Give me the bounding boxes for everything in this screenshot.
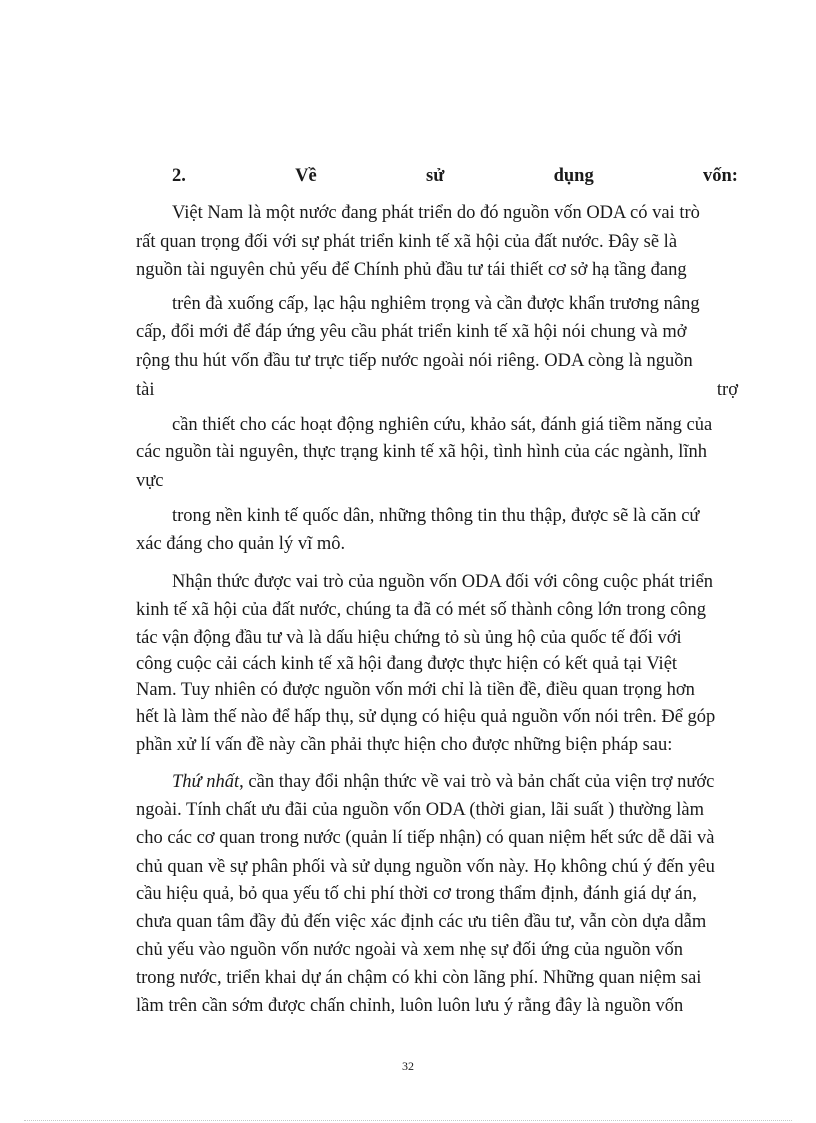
- text-line: cần thiết cho các hoạt động nghiên cứu, khảo sát, đánh giá tiềm năng của: [172, 415, 713, 435]
- heading-word: vốn:: [703, 166, 738, 186]
- text-line: [136, 378, 738, 402]
- text-line: rất quan trọng đối với sự phát triển kinh tế xã hội của đất nước. Đây sẽ là: [136, 232, 678, 252]
- text-fragment: tài: [136, 380, 155, 400]
- text-line: Việt Nam là một nước đang phát triển do đó nguồn vốn ODA có vai trò: [172, 203, 700, 223]
- text-line: các nguồn tài nguyên, thực trạng kinh tế xã hội, tình hình của các ngành, lĩnh: [136, 442, 708, 462]
- section-heading: [172, 164, 738, 188]
- text-line: hết là làm thế nào để hấp thụ, sử dụng có hiệu quả nguồn vốn nói trên. Để góp: [136, 707, 716, 727]
- text-line: xác đáng cho quản lý vĩ mô.: [136, 534, 346, 554]
- text-line: lầm trên cần sớm được chấn chỉnh, luôn luôn lưu ý rằng đây là nguồn vốn: [136, 996, 684, 1016]
- text-line: cấp, đổi mới để đáp ứng yêu cầu phát triển kinh tế xã hội nói chung và mở: [136, 322, 687, 342]
- text-line: phần xử lí vấn đề này cần phải thực hiện cho được những biện pháp sau:: [136, 735, 673, 755]
- heading-word: sử: [426, 166, 445, 186]
- heading-number: 2.: [172, 166, 186, 186]
- text-line: nguồn tài nguyên chủ yếu để Chính phủ đầu tư tái thiết cơ sở hạ tầng đang: [136, 260, 687, 280]
- text-line: tác vận động đầu tư và là dấu hiệu chứng tỏ sù ủng hộ của quốc tế đối với: [136, 628, 682, 648]
- text-line: chưa quan tâm đầy đủ đến việc xác định các ưu tiên đầu tư, vẫn còn dựa dẫm: [136, 912, 707, 932]
- text-line: công cuộc cải cách kinh tế xã hội đang được thực hiện có kết quả tại Việt: [136, 654, 678, 674]
- text-line: vực: [136, 471, 164, 491]
- text-line: cầu hiệu quả, bỏ qua yếu tố chi phí thời cơ trong thẩm định, đánh giá dự án,: [136, 884, 697, 904]
- text-line: trong nước, triển khai dự án chậm có khi còn lãng phí. Những quan niệm sai: [136, 968, 702, 988]
- text-fragment: , cần thay đổi nhận thức về vai trò và bản chất của viện trợ nước: [239, 772, 715, 792]
- heading-word: Về: [295, 166, 317, 186]
- text-line: Nhận thức được vai trò của nguồn vốn ODA đối với công cuộc phát triển: [172, 572, 714, 592]
- text-line: cho các cơ quan trong nước (quản lí tiếp nhận) có quan niệm hết sức dễ dãi và: [136, 828, 715, 848]
- text-line: chủ yếu vào nguồn vốn nước ngoài và xem nhẹ sự đối ứng của nguồn vốn: [136, 940, 683, 960]
- text-line: chủ quan về sự phân phối và sử dụng nguồn vốn này. Họ không chú ý đến yêu: [136, 857, 715, 877]
- heading-word: dụng: [553, 166, 594, 186]
- page-number: 32: [402, 1059, 414, 1073]
- text-line: ngoài. Tính chất ưu đãi của nguồn vốn ODA (thời gian, lãi suất ) thường làm: [136, 800, 704, 820]
- text-line: [172, 770, 714, 794]
- text-line: rộng thu hút vốn đầu tư trực tiếp nước ngoài nói riêng. ODA còng là nguồn: [136, 351, 693, 371]
- text-line: trên đà xuống cấp, lạc hậu nghiêm trọng và cần được khẩn trương nâng: [172, 294, 700, 314]
- emphasis-text: Thứ nhất: [172, 772, 240, 792]
- text-line: Nam. Tuy nhiên có được nguồn vốn mới chỉ là tiền đề, điều quan trọng hơn: [136, 680, 695, 700]
- text-line: trong nền kinh tế quốc dân, những thông tin thu thập, được sẽ là căn cứ: [172, 506, 700, 526]
- page-bottom-rule: [24, 1120, 792, 1121]
- text-fragment: trợ: [716, 380, 738, 400]
- text-line: kinh tế xã hội của đất nước, chúng ta đã có mét số thành công lớn trong công: [136, 600, 707, 620]
